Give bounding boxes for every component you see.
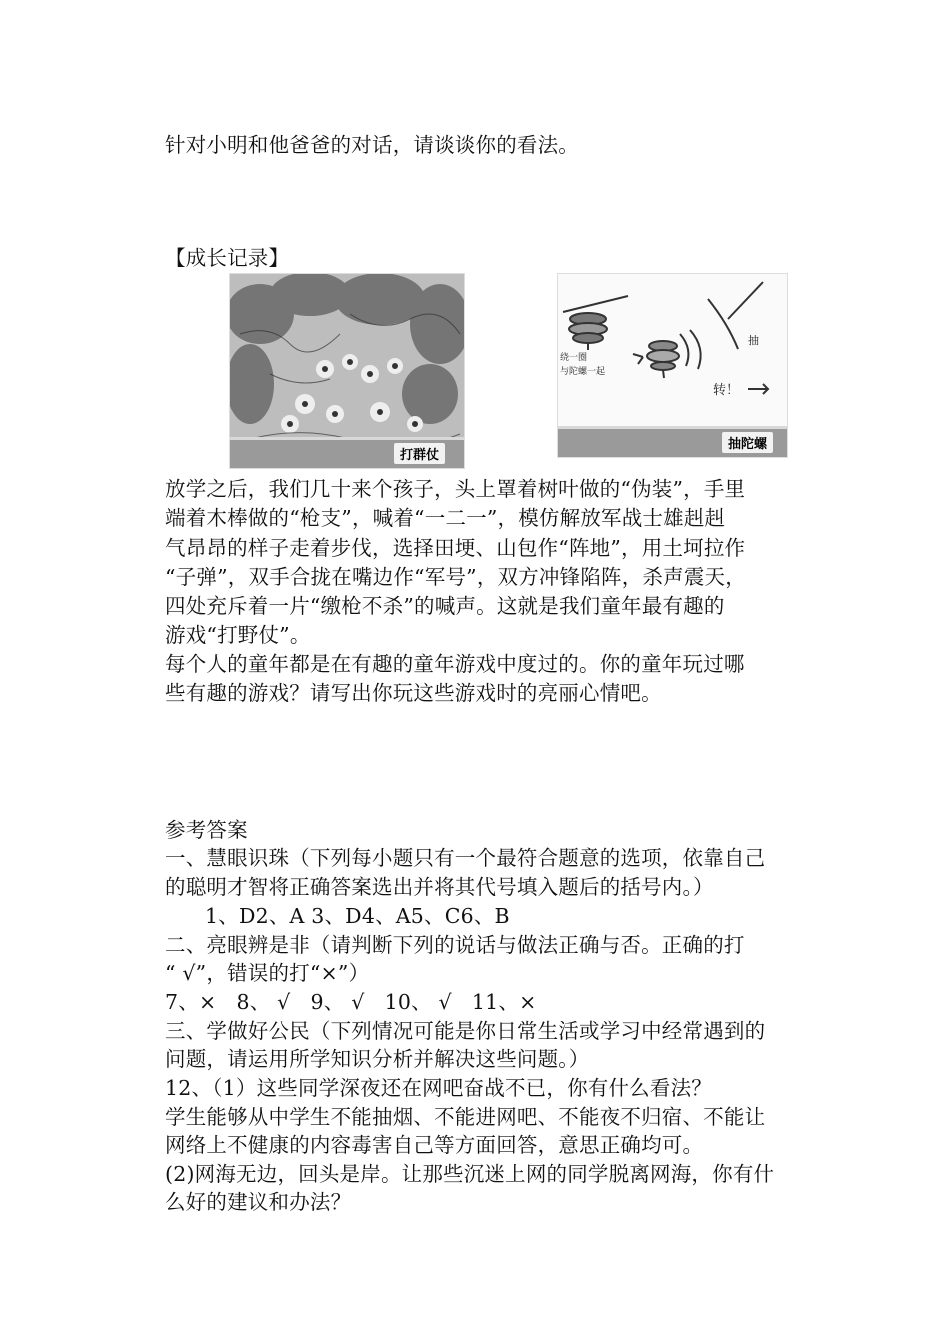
answers-line: 么好的建议和办法？ bbox=[165, 1190, 352, 1214]
question-intro: 针对小明和他爸爸的对话，请谈谈你的看法。 bbox=[165, 133, 579, 157]
story-line: 端着木棒做的“枪支”，喊着“一二一”，模仿解放军战士雄赳赳 bbox=[165, 506, 726, 530]
answers-line: 学生能够从中学生不能抽烟、不能进网吧、不能夜不归宿、不能让 bbox=[165, 1105, 766, 1129]
sketch-note-spin: 转！ bbox=[713, 383, 740, 398]
answers-line: 一、慧眼识珠（下列每小题只有一个最符合题意的选项，依靠自己 bbox=[165, 846, 766, 870]
story-line: 每个人的童年都是在有趣的童年游戏中度过的。你的童年玩过哪 bbox=[165, 652, 745, 676]
answers-line: 7、× 8、 √ 9、 √ 10、 √ 11、× bbox=[165, 990, 537, 1014]
story-line: 放学之后，我们几十来个孩子，头上罩着树叶做的“伪装”，手里 bbox=[165, 477, 746, 501]
answers-line: 网络上不健康的内容毒害自己等方面回答，意思正确均可。 bbox=[165, 1133, 704, 1157]
answers-line: 12、（1）这些同学深夜还在网吧奋战不已，你有什么看法？ bbox=[165, 1076, 712, 1100]
story-line: 些有趣的游戏？请写出你玩这些游戏时的亮丽心情吧。 bbox=[165, 681, 662, 705]
answers-heading: 参考答案 bbox=[165, 818, 248, 842]
spinning-top-illustration bbox=[557, 273, 788, 458]
answers-line: “ √”，错误的打“×”） bbox=[165, 961, 370, 985]
sketch-note-whip: 抽 bbox=[748, 334, 759, 347]
sketch-note-wind: 绕一圈 bbox=[560, 353, 588, 363]
story-line: 游戏“打野仗”。 bbox=[165, 623, 311, 647]
answers-line: 二、亮眼辨是非（请判断下列的说话与做法正确与否。正确的打 bbox=[165, 933, 745, 957]
answers-line: 的聪明才智将正确答案选出并将其代号填入题后的括号内。） bbox=[165, 875, 714, 899]
answers-line: 三、学做好公民（下列情况可能是你日常生活或学习中经常遇到的 bbox=[165, 1019, 766, 1043]
story-line: 气昂昂的样子走着步伐，选择田埂、山包作“阵地”，用土坷拉作 bbox=[165, 536, 746, 560]
answers-line: 问题，请运用所学知识分析并解决这些问题。） bbox=[165, 1047, 590, 1071]
answers-line: 1、D2、A 3、D4、A5、C6、B bbox=[205, 904, 510, 928]
sketch-note-together: 与陀螺一起 bbox=[560, 367, 606, 377]
story-line: 四处充斥着一片“缴枪不杀”的喊声。这就是我们童年最有趣的 bbox=[165, 594, 725, 618]
left-image-caption: 打群仗 bbox=[394, 443, 445, 464]
right-image-caption: 抽陀螺 bbox=[722, 432, 773, 453]
answers-line: (2)网海无边，回头是岸。让那些沉迷上网的同学脱离网海，你有什 bbox=[165, 1162, 775, 1186]
group-battle-illustration bbox=[229, 273, 465, 469]
growth-heading: 【成长记录】 bbox=[165, 246, 290, 270]
story-line: “子弹”，双手合拢在嘴边作“军号”，双方冲锋陷阵，杀声震天， bbox=[165, 565, 746, 589]
